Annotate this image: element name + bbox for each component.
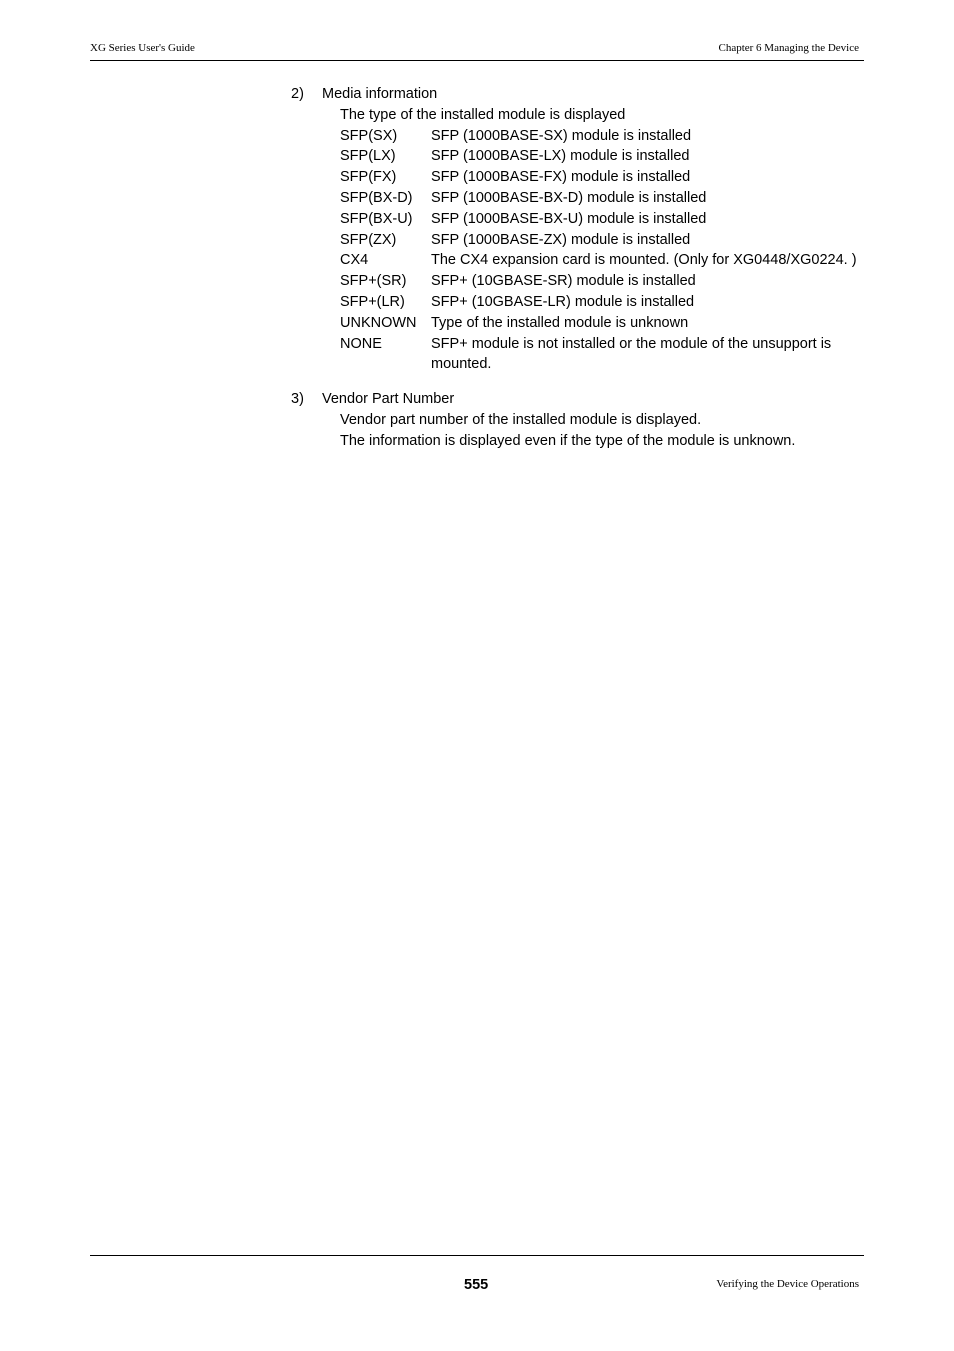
media-type-row	[340, 250, 863, 271]
media-type-row	[340, 146, 863, 167]
section-heading	[291, 389, 795, 410]
media-type-code: SFP+(SR)	[340, 273, 407, 290]
page-header	[90, 40, 864, 61]
media-type-code: SFP(BX-U)	[340, 210, 413, 227]
media-type-description: The CX4 expansion card is mounted. (Only for XG0448/XG0224. )	[431, 252, 857, 269]
media-type-description: SFP (1000BASE-BX-U) module is installed	[431, 210, 707, 227]
section-vendor-part-number	[291, 389, 795, 451]
media-type-description: SFP (1000BASE-FX) module is installed	[431, 169, 691, 186]
media-type-code: SFP(BX-D)	[340, 189, 413, 206]
media-type-description: Type of the installed module is unknown	[431, 314, 689, 331]
section-number: 3)	[291, 391, 304, 407]
media-type-description: SFP+ module is not installed or the module of the unsupport is mounted.	[431, 335, 832, 373]
media-type-description: SFP (1000BASE-LX) module is installed	[431, 148, 690, 165]
media-type-code: SFP(FX)	[340, 169, 397, 186]
media-type-description: SFP+ (10GBASE-LR) module is installed	[431, 293, 695, 310]
media-type-description: SFP+ (10GBASE-SR) module is installed	[431, 273, 696, 290]
media-type-code: UNKNOWN	[340, 314, 417, 331]
media-type-row	[340, 188, 863, 209]
header-document-title: XG Series User's Guide	[90, 42, 195, 54]
section-number: 2)	[291, 86, 304, 102]
media-type-description: SFP (1000BASE-BX-D) module is installed	[431, 189, 707, 206]
media-type-row	[340, 334, 863, 376]
media-type-code: SFP(SX)	[340, 127, 398, 144]
media-type-row	[340, 271, 863, 292]
media-type-code: NONE	[340, 335, 382, 352]
media-type-table	[340, 126, 863, 376]
media-type-row	[340, 292, 863, 313]
section-line: Vendor part number of the installed module is displayed.	[340, 411, 702, 428]
media-type-row	[340, 167, 863, 188]
media-type-code: SFP+(LR)	[340, 293, 405, 310]
footer-divider	[90, 1255, 864, 1256]
media-type-description: SFP (1000BASE-ZX) module is installed	[431, 231, 691, 248]
section-title: Media information	[322, 86, 438, 102]
media-type-row	[340, 313, 863, 334]
media-type-row	[340, 230, 863, 251]
footer-section-title: Verifying the Device Operations	[716, 1278, 859, 1290]
section-media-information	[291, 84, 863, 375]
section-intro: The type of the installed module is displayed	[340, 106, 626, 123]
media-type-code: SFP(ZX)	[340, 231, 397, 248]
media-type-code: SFP(LX)	[340, 148, 396, 165]
section-line: The information is displayed even if the type of the module is unknown.	[340, 432, 796, 449]
page-number: 555	[464, 1277, 489, 1293]
header-chapter-title: Chapter 6 Managing the Device	[718, 42, 859, 54]
media-type-description: SFP (1000BASE-SX) module is installed	[431, 127, 692, 144]
media-type-row	[340, 126, 863, 147]
media-type-row	[340, 209, 863, 230]
media-type-code: CX4	[340, 252, 369, 269]
section-heading	[291, 84, 863, 105]
section-title: Vendor Part Number	[322, 391, 455, 407]
